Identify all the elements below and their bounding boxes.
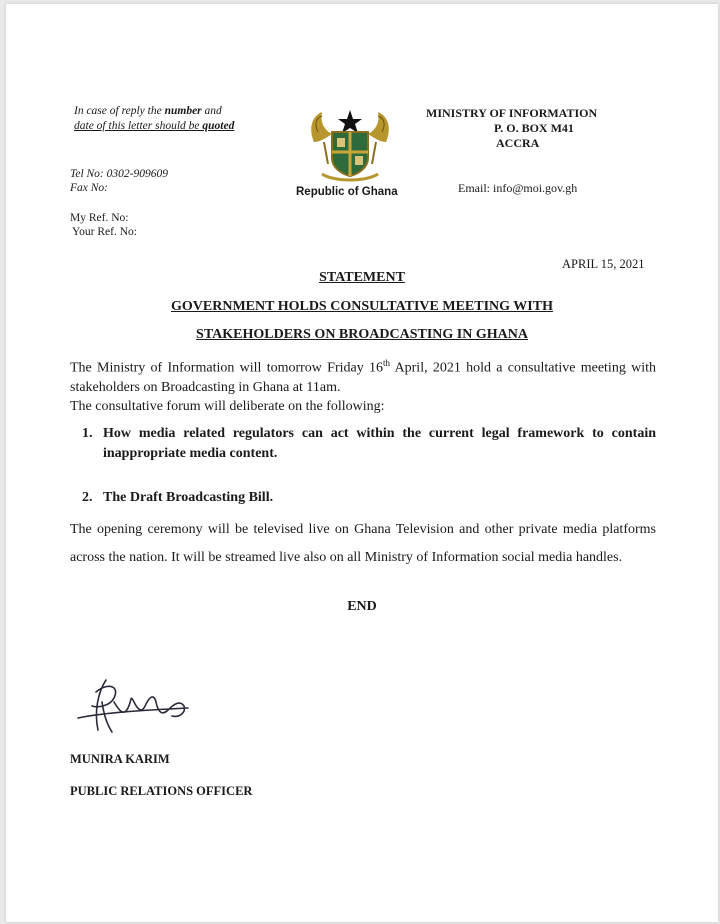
- intro-paragraph: [70, 354, 656, 397]
- intro-text-2: April, 2021 hold a consultative meeting with stakeholders on Broadcasting in Ghana at 11am.: [70, 360, 656, 395]
- fax-number: Fax No:: [70, 182, 109, 194]
- reply-text-1: In case of reply the: [74, 105, 165, 117]
- list-item: [82, 488, 656, 508]
- signer-title: PUBLIC RELATIONS OFFICER: [70, 784, 253, 798]
- statement-heading: STATEMENT: [319, 270, 405, 285]
- ceremony-paragraph: The opening ceremony will be televised live on Ghana Television and other private media platforms across the nation. It will be streamed live also on all Ministry of Information social media handles.: [70, 522, 656, 565]
- letter-page: [6, 4, 718, 922]
- end-marker: END: [347, 599, 377, 614]
- intro-text: The Ministry of Information will tomorrow Friday 16: [70, 360, 384, 376]
- letter-date: APRIL 15, 2021: [562, 257, 645, 271]
- reply-bold-number: number: [164, 105, 202, 117]
- ministry-name: MINISTRY OF INFORMATION: [426, 106, 598, 120]
- city: ACCRA: [496, 136, 540, 150]
- reply-instruction: [74, 104, 234, 134]
- reply-text-3: date of this letter should be: [74, 120, 203, 132]
- ghana-coat-of-arms-icon: [304, 102, 396, 184]
- my-ref: My Ref. No:: [70, 212, 129, 224]
- title-line-2: STAKEHOLDERS ON BROADCASTING IN GHANA: [196, 327, 528, 342]
- signer-name: MUNIRA KARIM: [70, 752, 170, 766]
- republic-of-ghana-label: Republic of Ghana: [296, 186, 398, 198]
- reference-block: [70, 211, 137, 239]
- list-item-number: 1.: [82, 426, 93, 441]
- handwritten-signature: [68, 672, 208, 742]
- reply-bold-quoted: quoted: [202, 120, 235, 132]
- tel-number: Tel No: 0302-909609: [70, 168, 168, 180]
- list-item-text: How media related regulators can act within the current legal framework to contain inappropriate media content.: [103, 426, 656, 461]
- list-item-text: The Draft Broadcasting Bill.: [103, 490, 274, 505]
- contact-block: [70, 167, 168, 195]
- email-address: Email: info@moi.gov.gh: [458, 181, 578, 195]
- po-box: P. O. BOX M41: [494, 121, 574, 135]
- forum-paragraph: The consultative forum will deliberate on the following:: [70, 399, 385, 414]
- intro-sup: th: [383, 358, 391, 368]
- reply-text-2: and: [201, 105, 222, 117]
- list-item-number: 2.: [82, 490, 93, 505]
- title-line-1: GOVERNMENT HOLDS CONSULTATIVE MEETING WITH: [171, 299, 553, 314]
- list-item: [82, 424, 656, 464]
- your-ref: Your Ref. No:: [72, 226, 137, 238]
- ministry-address: [426, 106, 597, 151]
